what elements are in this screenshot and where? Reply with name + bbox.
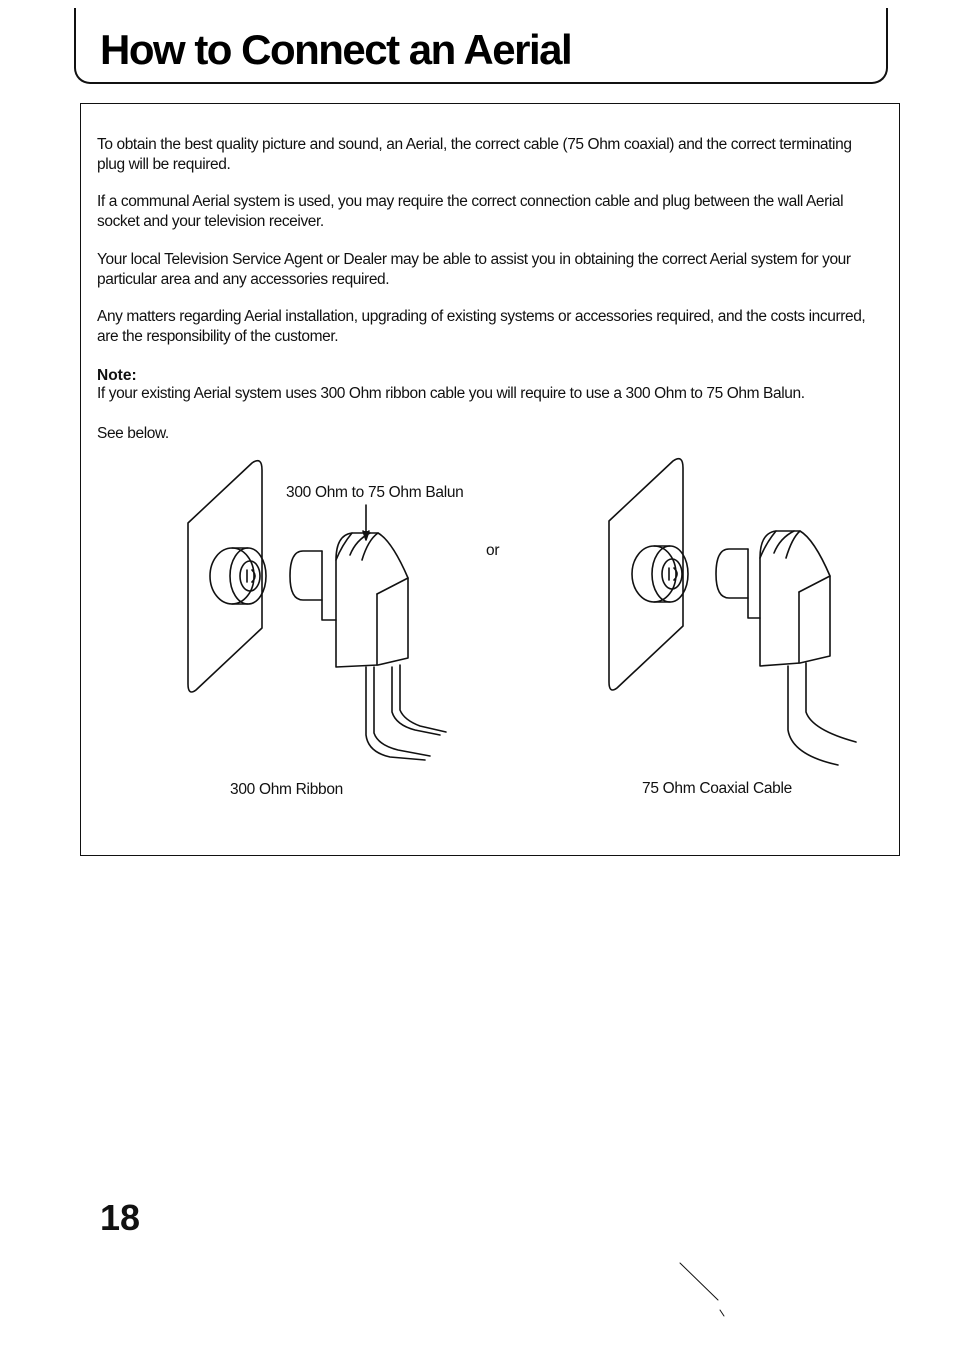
- coaxial-plug-body: [760, 531, 830, 666]
- coaxial-cable-label: 75 Ohm Coaxial Cable: [642, 780, 792, 797]
- balun-pointer-line: [363, 505, 369, 540]
- ribbon-cable: [366, 665, 446, 760]
- coaxial-cable: [788, 663, 856, 765]
- ribbon-cable-label: 300 Ohm Ribbon: [230, 781, 343, 798]
- paragraph-communal-aerial: If a communal Aerial system is used, you may require the correct connection cable and plug between the wall Aerial socket and your television receiver.: [97, 193, 844, 230]
- paragraph-service-agent: Your local Television Service Agent or Dealer may be able to assist you in obtaining the correct Aerial system for your particular area and any accessories required.: [97, 251, 851, 288]
- paragraph-responsibility: Any matters regarding Aerial installation, upgrading of existing systems or accessories required, and the costs incurred, are the responsibility of the customer.: [97, 308, 866, 345]
- paragraph-requirements: To obtain the best quality picture and sound, an Aerial, the correct cable (75 Ohm coaxial) and the correct terminating plug will be required.: [97, 136, 852, 173]
- wall-socket-plate-right: [609, 459, 683, 690]
- balun-label: 300 Ohm to 75 Ohm Balun: [286, 484, 464, 501]
- page-number: 18: [100, 1197, 141, 1238]
- wall-socket-right: [632, 546, 688, 602]
- page-title: How to Connect an Aerial: [100, 26, 572, 73]
- plug-stem-right: [716, 549, 760, 618]
- wall-socket-left: [210, 548, 266, 604]
- note-text: If your existing Aerial system uses 300 Ohm ribbon cable you will require to use a 300 Ohm to 75 Ohm Balun.: [97, 385, 805, 402]
- plug-stem-left: [290, 551, 336, 620]
- wall-socket-plate-left: [188, 461, 262, 692]
- see-below-text: See below.: [97, 425, 169, 442]
- or-label: or: [486, 542, 500, 559]
- balun-body: [336, 533, 408, 667]
- note-label: Note:: [97, 367, 137, 384]
